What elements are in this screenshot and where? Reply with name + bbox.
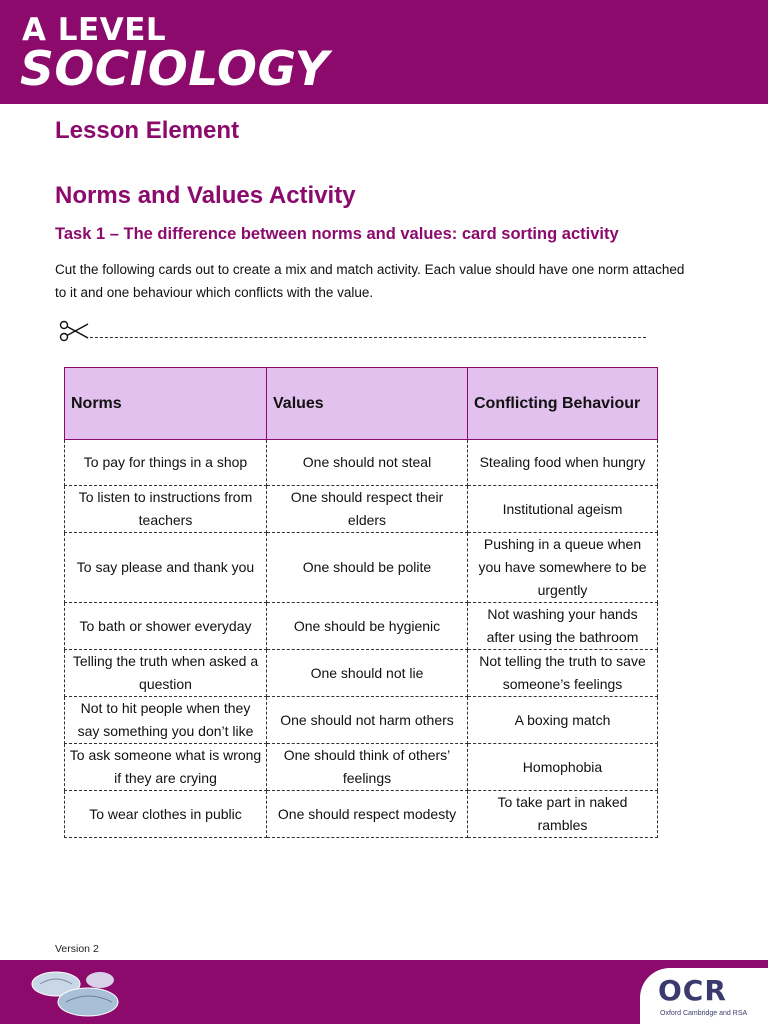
task-heading: Task 1 – The difference between norms and values: card sorting activity [55, 225, 619, 243]
table-row [65, 533, 658, 603]
value-card: One should respect their elders [267, 486, 468, 533]
header-conflicting-behaviour: Conflicting Behaviour [468, 368, 658, 440]
table-row [65, 650, 658, 697]
behaviour-card: Institutional ageism [468, 486, 658, 533]
lesson-heading: Lesson Element [55, 117, 240, 144]
norms-values-table [64, 367, 658, 838]
header-banner [0, 0, 768, 104]
header-subject: SOCIOLOGY [20, 42, 330, 97]
activity-heading: Norms and Values Activity [55, 182, 356, 209]
footer-banner [0, 960, 768, 1024]
behaviour-card: Not telling the truth to save someone’s feelings [468, 650, 658, 697]
value-card: One should respect modesty [267, 791, 468, 838]
version-label: Version 2 [55, 943, 99, 955]
dashed-cut-line [90, 337, 646, 338]
header-level: A LEVEL [22, 12, 167, 48]
behaviour-card: To take part in naked rambles [468, 791, 658, 838]
header-norms: Norms [65, 368, 267, 440]
header-values: Values [267, 368, 468, 440]
table-header-row [65, 368, 658, 440]
value-card: One should think of others’ feelings [267, 744, 468, 791]
value-card: One should not lie [267, 650, 468, 697]
value-card: One should be hygienic [267, 603, 468, 650]
table-row [65, 603, 658, 650]
norm-card: To listen to instructions from teachers [65, 486, 267, 533]
value-card: One should be polite [267, 533, 468, 603]
norm-card: To bath or shower everyday [65, 603, 267, 650]
value-card: One should not harm others [267, 697, 468, 744]
behaviour-card: Homophobia [468, 744, 658, 791]
norm-card: To wear clothes in public [65, 791, 267, 838]
ocr-logo: OCR [658, 974, 727, 1007]
table-row [65, 486, 658, 533]
norm-card: Not to hit people when they say something you don’t like [65, 697, 267, 744]
norm-card: To ask someone what is wrong if they are crying [65, 744, 267, 791]
behaviour-card: Not washing your hands after using the bathroom [468, 603, 658, 650]
ocr-logo-subtext: Oxford Cambridge and RSA [660, 1010, 748, 1017]
norm-card: To say please and thank you [65, 533, 267, 603]
table-row [65, 744, 658, 791]
behaviour-card: A boxing match [468, 697, 658, 744]
cut-line [58, 316, 648, 346]
table-row [65, 791, 658, 838]
instructions-text: Cut the following cards out to create a mix and match activity. Each value should have one norm attached to it and one behaviour which conflicts with the value. [55, 262, 685, 300]
globes-image [30, 964, 130, 1022]
norm-card: Telling the truth when asked a question [65, 650, 267, 697]
behaviour-card: Pushing in a queue when you have somewhere to be urgently [468, 533, 658, 603]
scissors-icon [58, 316, 90, 346]
table-row [65, 697, 658, 744]
behaviour-card: Stealing food when hungry [468, 440, 658, 486]
norm-card: To pay for things in a shop [65, 440, 267, 486]
table-row [65, 440, 658, 486]
value-card: One should not steal [267, 440, 468, 486]
